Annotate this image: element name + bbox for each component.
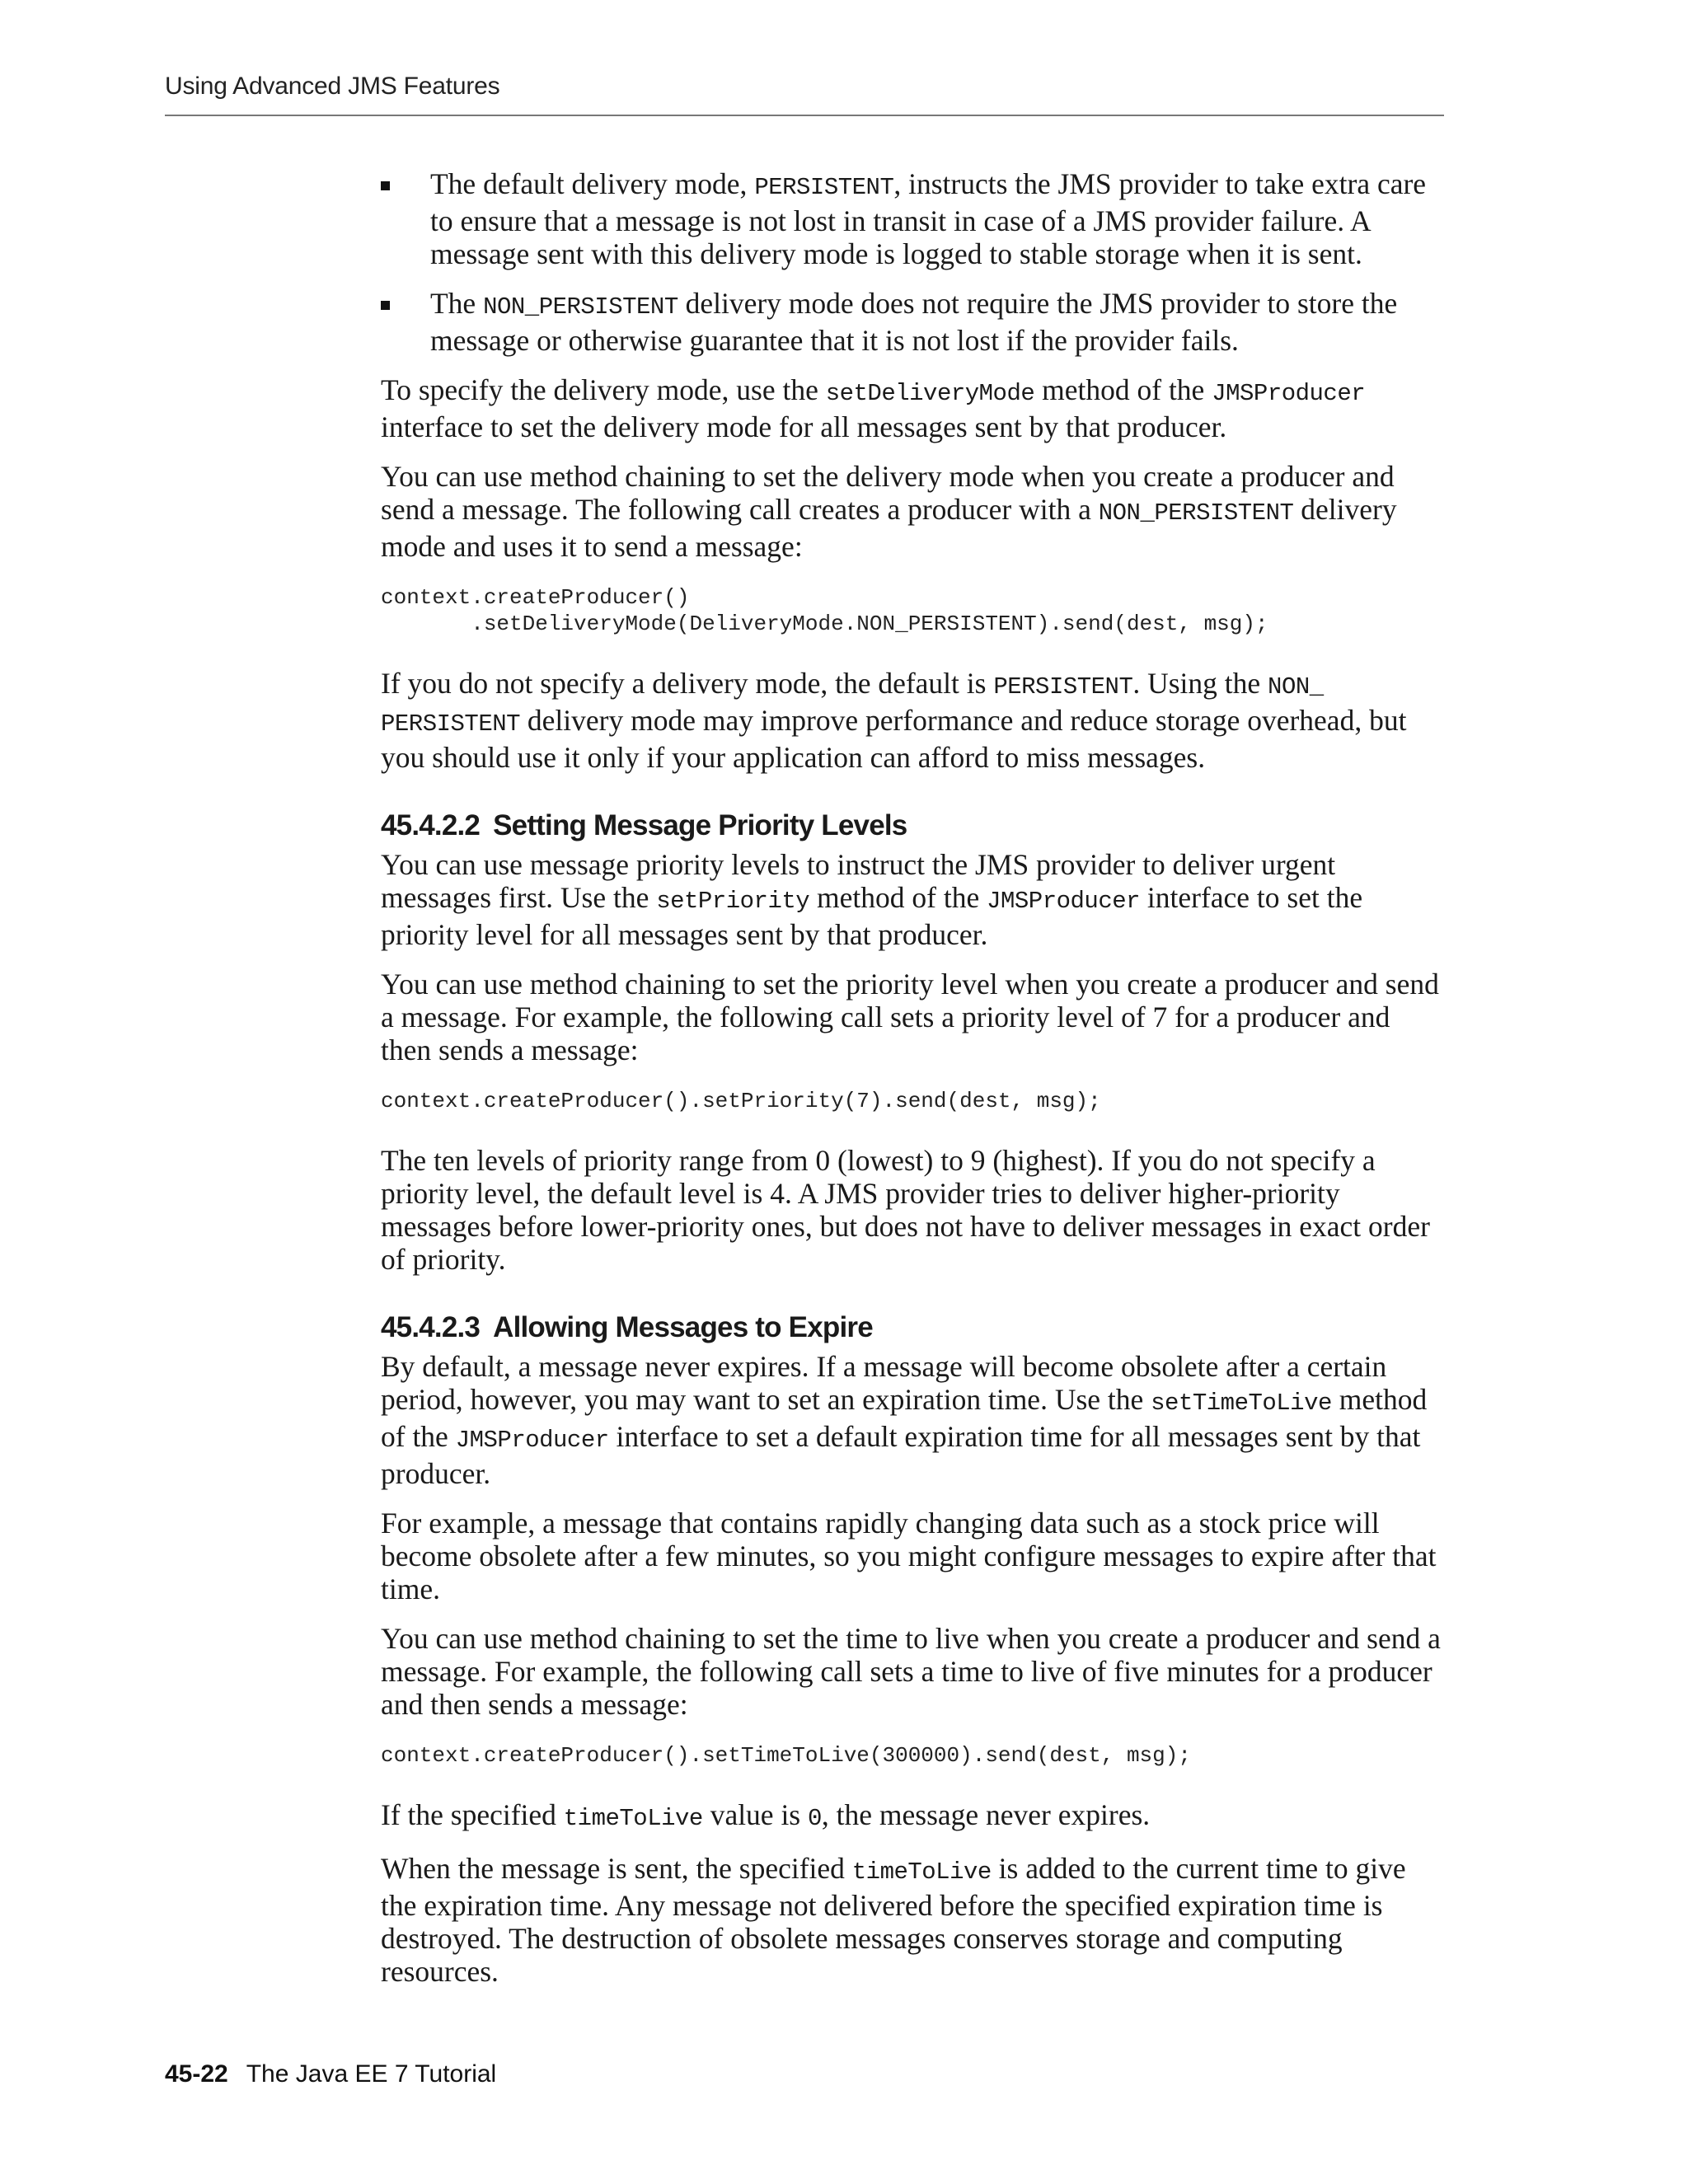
bullet-icon (381, 301, 390, 310)
code-example (381, 1088, 1444, 1114)
text: delivery mode does not require the JMS provider to store the message or otherwise guarantee that it is not lost if the provider fails. (430, 287, 1398, 357)
code-text: context.createProducer() .setDeliveryMode(DeliveryMode.NON_PERSISTENT).send(dest, msg); (381, 585, 1268, 636)
list-item (381, 167, 1444, 270)
text: The (430, 287, 484, 320)
paragraph: You can use message priority levels to instruct the JMS provider to deliver urgent messages first. Use the setPriority method of the JMSProducer interface to set the priority level for all messages sent by that producer. (381, 848, 1363, 951)
header-rule (165, 115, 1444, 116)
paragraph: The ten levels of priority range from 0 (lowest) to 9 (highest). If you do not specify a priority level, the default level is 4. A JMS provider tries to deliver higher-priority messages before lower-priority ones, but does not have to deliver messages in exact order of priority. (381, 1144, 1430, 1276)
inline-code: NON_PERSISTENT (483, 293, 678, 321)
inline-code: PERSISTENT (754, 174, 894, 201)
paragraph: To specify the delivery mode, use the setDeliveryMode method of the JMSProducer interface to set the delivery mode for all messages sent by that producer. (381, 373, 1366, 443)
running-header: Using Advanced JMS Features (165, 73, 500, 100)
code-example (381, 1742, 1444, 1769)
paragraph: You can use method chaining to set the priority level when you create a producer and send a message. For example, the following call sets a priority level of 7 for a producer and then sends a message: (381, 968, 1439, 1066)
page-footer (165, 2060, 496, 2088)
text: , instructs the JMS provider to take extra care to ensure that a message is not lost in transit in case of a JMS provider failure. A message sent with this delivery mode is logged to stable storage when it is sent. (430, 167, 1427, 270)
paragraph: If you do not specify a delivery mode, the default is PERSISTENT. Using the NON_ PERSISTENT delivery mode may improve performance and reduce storage overhead, but you should use it only if your application can afford to miss messages. (381, 667, 1407, 774)
delivery-mode-list (381, 167, 1444, 357)
list-item (381, 287, 1444, 357)
text: The default delivery mode, (430, 167, 755, 200)
paragraph: You can use method chaining to set the time to live when you create a producer and send a message. For example, the following call sets a time to live of five minutes for a producer and then sends a message: (381, 1622, 1441, 1721)
page-content (381, 167, 1444, 2004)
page-number: 45-22 (165, 2060, 228, 2088)
paragraph: If the specified timeToLive value is 0, the message never expires. (381, 1798, 1151, 1832)
section-heading: 45.4.2.2 Setting Message Priority Levels (381, 809, 907, 841)
paragraph: By default, a message never expires. If a message will become obsolete after a certain period, however, you may want to set an expiration time. Use the setTimeToLive method of the JMSProducer interface to set a default expiration time for all messages sent by that producer. (381, 1350, 1428, 1490)
paragraph: You can use method chaining to set the delivery mode when you create a producer and send a message. The following call creates a producer with a NON_PERSISTENT delivery mode and uses it to send a message: (381, 460, 1397, 563)
book-title: The Java EE 7 Tutorial (246, 2060, 497, 2088)
section-heading: 45.4.2.3 Allowing Messages to Expire (381, 1311, 873, 1343)
code-example (381, 584, 1444, 637)
paragraph: For example, a message that contains rapidly changing data such as a stock price will become obsolete after a few minutes, so you might configure messages to expire after that time. (381, 1507, 1437, 1605)
code-text: context.createProducer().setPriority(7).send(dest, msg); (381, 1089, 1101, 1113)
paragraph: When the message is sent, the specified timeToLive is added to the current time to give the expiration time. Any message not delivered before the specified expiration time is destroyed. The destruction of obsolete messages conserves storage and computing resources. (381, 1852, 1406, 1988)
bullet-icon (381, 181, 390, 190)
code-text: context.createProducer().setTimeToLive(300000).send(dest, msg); (381, 1743, 1191, 1768)
